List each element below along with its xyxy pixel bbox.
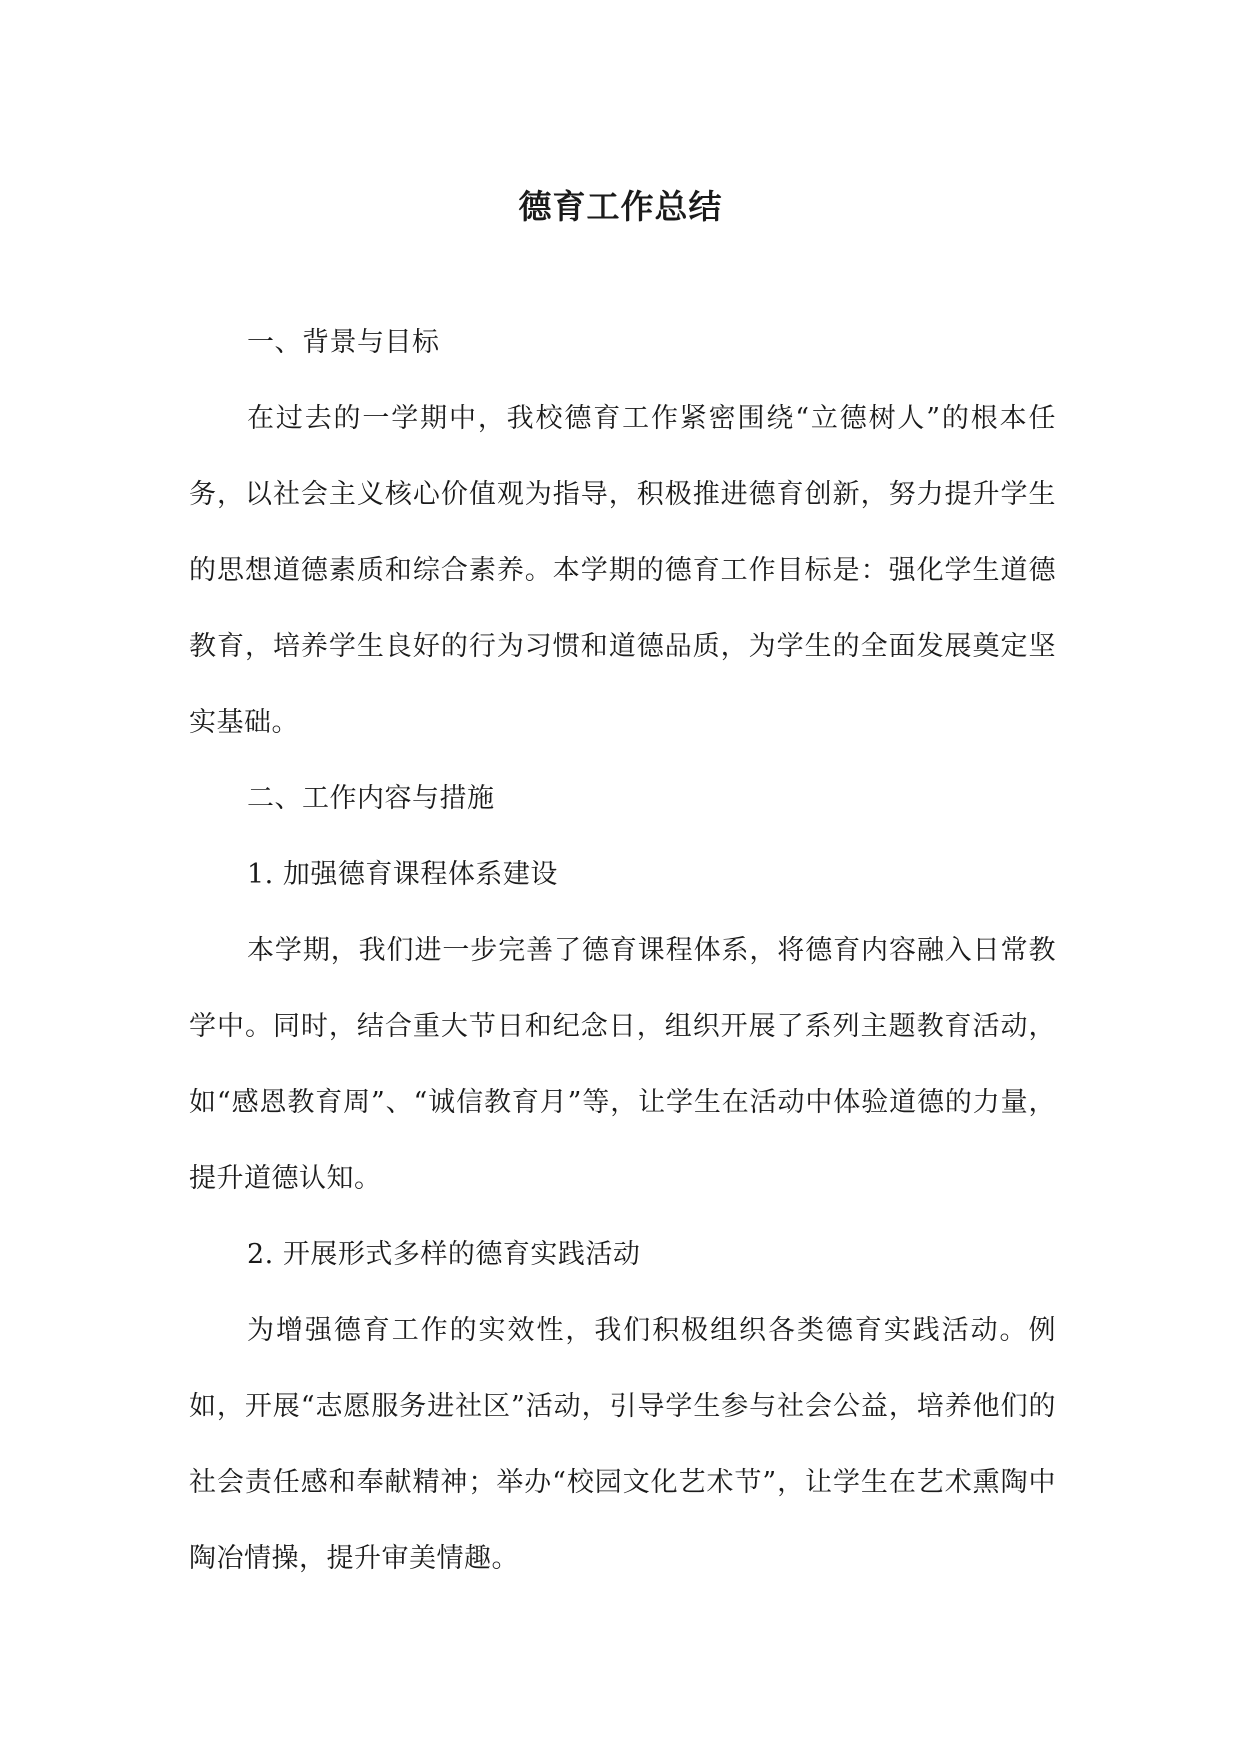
section-heading-measures: 二、工作内容与措施 [247, 783, 495, 814]
document-body [189, 305, 1056, 1597]
document-title: 德育工作总结 [518, 187, 723, 226]
section-heading-background: 一、背景与目标 [247, 327, 440, 358]
paragraph-curriculum: 本学期，我们进一步完善了德育课程体系，将德育内容融入日常教学中。同时，结合重大节日和纪念日，组织开展了系列主题教育活动，如“感恩教育周”、“诚信教育月”等，让学生在活动中体验道德的力量，提升道德认知。 [189, 935, 1056, 1194]
subsection-heading-curriculum: 1. 加强德育课程体系建设 [247, 859, 558, 890]
paragraph-background: 在过去的一学期中，我校德育工作紧密围绕“立德树人”的根本任务，以社会主义核心价值观为指导，积极推进德育创新，努力提升学生的思想道德素质和综合素养。本学期的德育工作目标是：强化学生道德教育，培养学生良好的行为习惯和道德品质，为学生的全面发展奠定坚实基础。 [189, 403, 1056, 738]
subsection-heading-practice: 2. 开展形式多样的德育实践活动 [247, 1239, 641, 1270]
paragraph-practice: 为增强德育工作的实效性，我们积极组织各类德育实践活动。例如，开展“志愿服务进社区”活动，引导学生参与社会公益，培养他们的社会责任感和奉献精神；举办“校园文化艺术节”，让学生在艺术熏陶中陶冶情操，提升审美情趣。 [189, 1315, 1056, 1574]
